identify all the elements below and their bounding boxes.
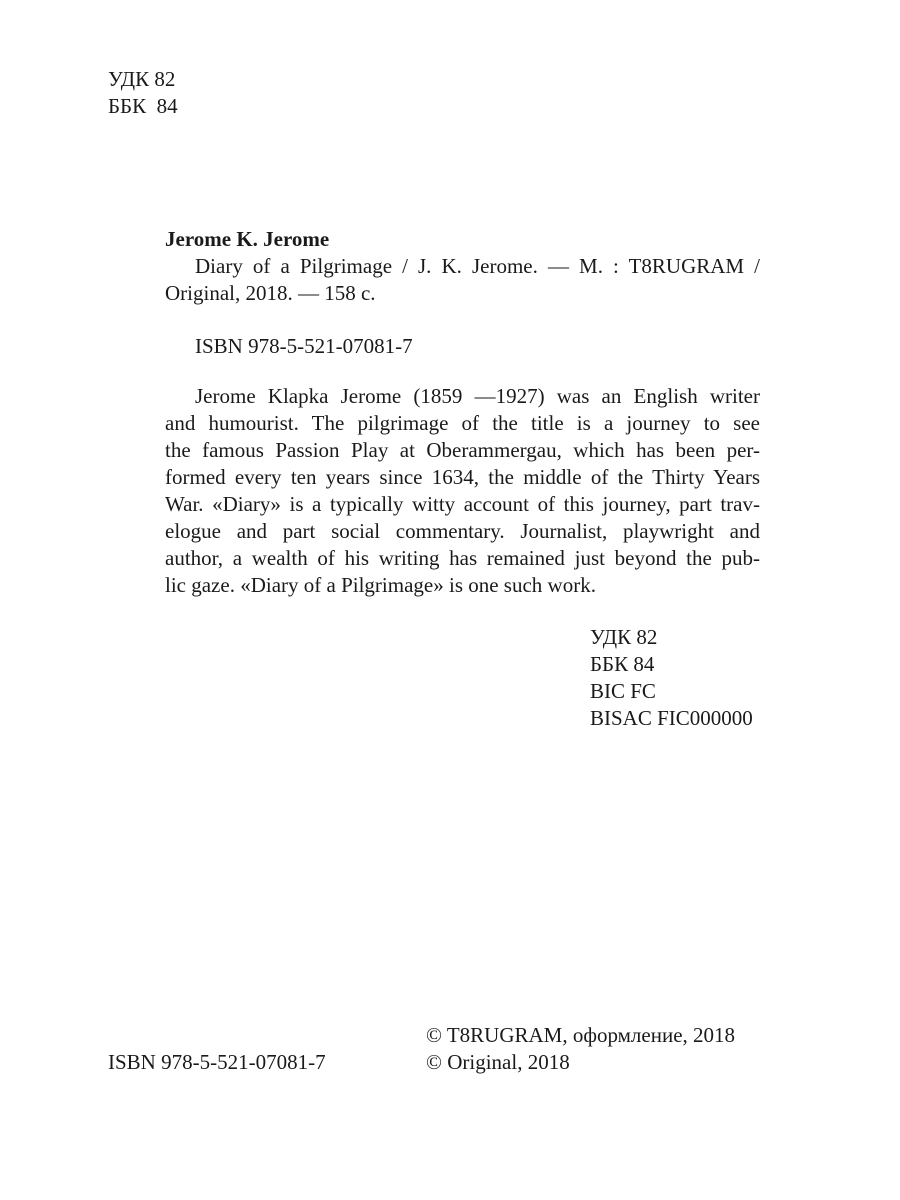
bisac-code: BISAC FIC000000 [590,706,753,730]
isbn-number: ISBN 978-5-521-07081-7 [195,334,413,358]
bbk-code: ББК 84 [108,94,178,118]
annotation-line: War. «Diary» is a typically witty account of this journey, part trav- [165,492,760,516]
author-heading: Jerome K. Jerome [165,227,330,251]
bbk-code: ББК 84 [590,652,655,676]
annotation-line: lic gaze. «Diary of a Pilgrimage» is one such work. [165,573,596,597]
description-line: Diary of a Pilgrimage / J. K. Jerome. — M. : T8RUGRAM / [195,254,760,278]
top-classification-codes [108,66,178,120]
udk-code: УДК 82 [108,67,176,91]
isbn-number: ISBN 978-5-521-07081-7 [108,1050,326,1074]
annotation-line: elogue and part social commentary. Journalist, playwright and [165,519,760,543]
annotation-line: Jerome Klapka Jerome (1859 —1927) was an English writer [195,384,760,408]
annotation [165,383,760,599]
copyright-notices [426,1022,735,1076]
annotation-line: and humourist. The pilgrimage of the title is a journey to see [165,411,760,435]
description-line: Original, 2018. — 158 с. [165,281,376,305]
copyright-design: © T8RUGRAM, оформление, 2018 [426,1023,736,1047]
annotation-line: formed every ten years since 1634, the middle of the Thirty Years [165,465,760,489]
bic-code: BIC FC [590,679,656,703]
classification-codes [590,624,753,732]
copyright-original: © Original, 2018 [426,1050,570,1074]
footer-isbn [108,1049,326,1076]
bibliographic-record [165,226,760,599]
udk-code: УДК 82 [590,625,658,649]
annotation-line: the famous Passion Play at Oberammergau, which has been per- [165,438,760,462]
annotation-line: author, a wealth of his writing has remained just beyond the pub- [165,546,760,570]
